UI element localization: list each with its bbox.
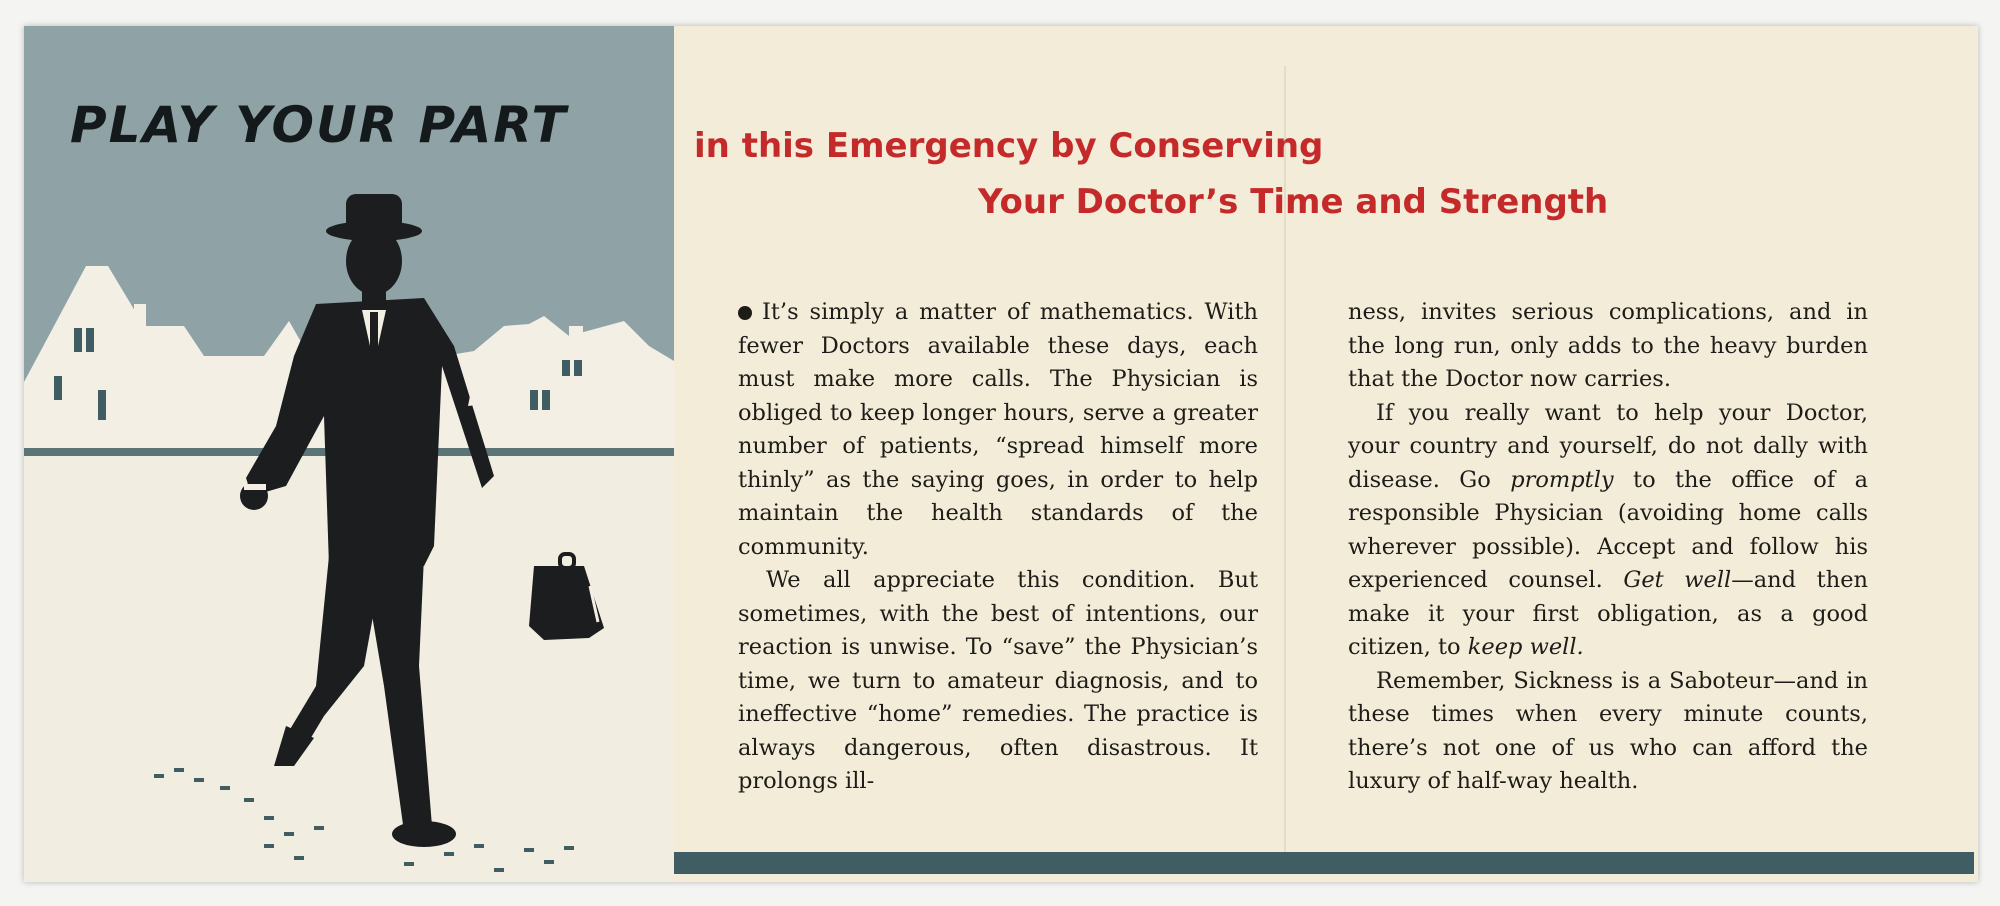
headline-red-line2: Your Doctor’s Time and Strength — [978, 182, 1609, 222]
emphasis-text: keep well. — [1467, 634, 1584, 660]
paragraph — [1348, 397, 1868, 665]
illustration-panel — [24, 26, 674, 882]
emphasis-text: promptly — [1510, 466, 1614, 493]
text-column-1 — [738, 296, 1258, 799]
footprints — [154, 768, 574, 872]
pamphlet-page — [24, 26, 1978, 882]
paragraph-text: to the office of a responsible Physician (avoiding home calls wherever possible). Accept and follow his experienced counsel. — [1348, 466, 1868, 593]
walking-doctor-illustration — [24, 26, 674, 882]
paragraph-text: —and then make it your first obligation, as a good citizen, to — [1348, 567, 1868, 660]
paragraph — [738, 296, 1258, 564]
headline-red-line1: in this Emergency by Conserving — [694, 126, 1324, 166]
man-silhouette — [240, 194, 604, 847]
headline-play-your-part: PLAY YOUR PART — [70, 96, 568, 154]
paragraph-text: If you really want to help your Doctor, your country and yourself, do not dally with disease. Go — [1348, 399, 1868, 493]
fold-line — [1284, 66, 1286, 856]
bullet-icon — [738, 306, 752, 320]
paragraph: We all appreciate this condition. But sometimes, with the best of intentions, our reaction is unwise. To “save” the Physician’s time, we turn to amateur diagnosis, and to ineffective “home” remedies. The practice is always dangerous, often disastrous. It prolongs ill- — [738, 567, 1258, 794]
paragraph: Remember, Sickness is a Saboteur—and in these times when every minute counts, there’s not one of us who can afford the luxury of half-way health. — [1348, 667, 1868, 794]
text-column-2 — [1348, 296, 1868, 799]
bottom-color-band — [674, 852, 1974, 874]
paragraph-text: It’s simply a matter of mathematics. With fewer Doctors available these days, each must make more calls. The Physician is obliged to keep longer hours, serve a greater number of patients, “spread himself more thinly” as the saying goes, in order to help maintain the health standards of the community. — [738, 299, 1258, 560]
paragraph: ness, invites serious complications, and in the long run, only adds to the heavy burden that the Doctor now carries. — [1348, 299, 1868, 392]
necktie — [370, 312, 378, 348]
emphasis-text: Get well — [1623, 567, 1732, 593]
